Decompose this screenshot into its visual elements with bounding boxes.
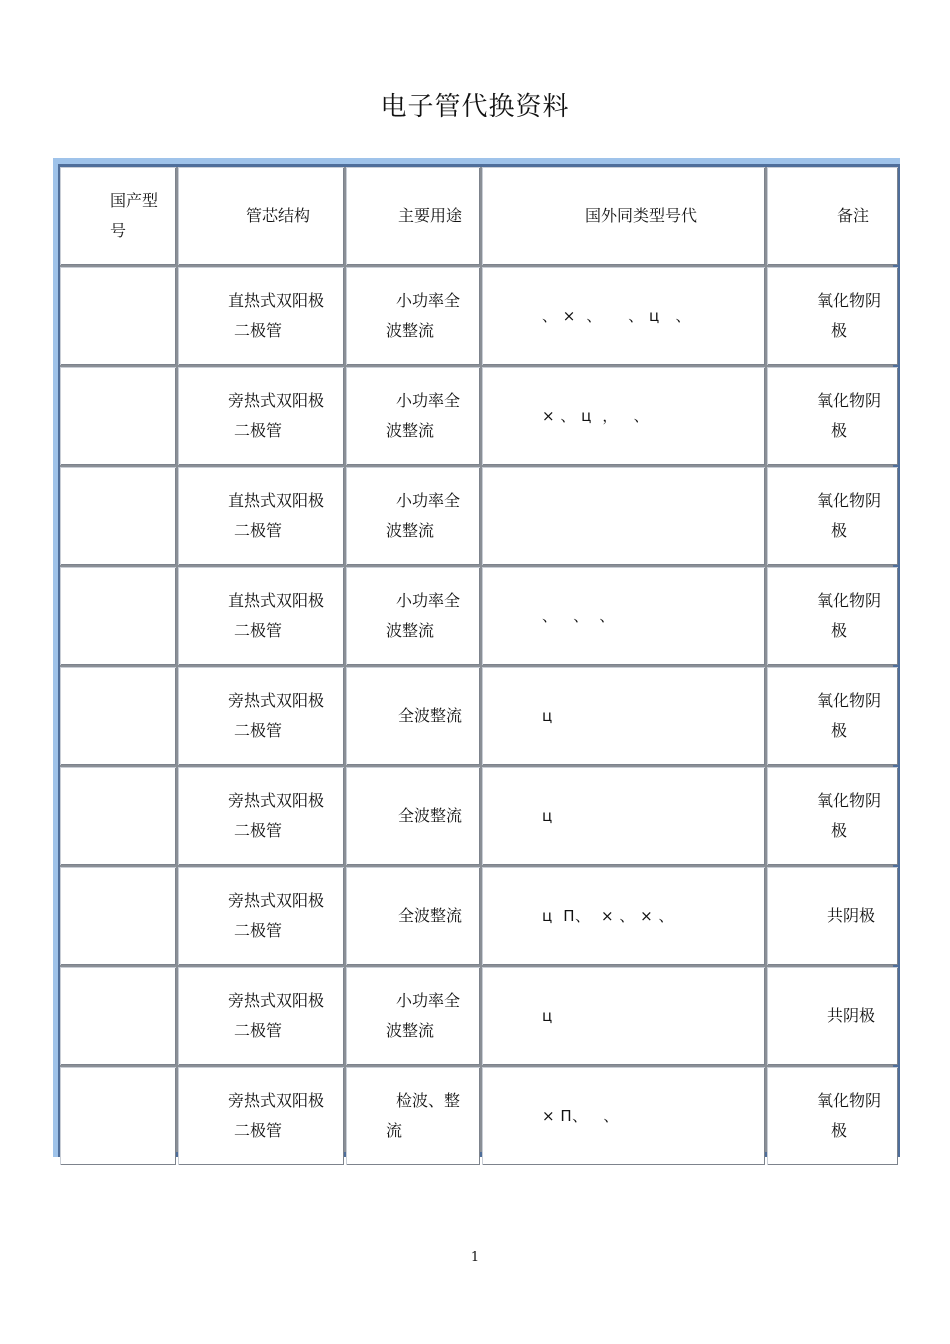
use-line: 波整流 [386,1021,435,1040]
row-4-use [346,667,480,765]
use-line: 全波整流 [398,906,463,925]
row-4-structure [178,667,344,765]
note-line: 共阴极 [827,1006,876,1025]
note-line: 氧化物阴 [817,391,882,410]
structure-line: 二极管 [234,421,283,440]
row-3-model [60,567,176,665]
header-model-line2: 号 [110,221,127,240]
row-0-foreign [482,267,765,365]
structure-line: 二极管 [234,521,283,540]
note-line: 极 [831,321,848,340]
row-5-model [60,767,176,865]
row-4-model [60,667,176,765]
row-5-use [346,767,480,865]
use-line: 流 [386,1121,403,1140]
row-7-structure [178,967,344,1065]
row-8-foreign [482,1067,765,1165]
structure-line: 二极管 [234,321,283,340]
header-model-line1: 国产型 [110,191,159,210]
row-3-structure [178,567,344,665]
foreign-equivalents: ц [542,707,553,725]
note-line: 氧化物阴 [817,591,882,610]
use-line: 波整流 [386,421,435,440]
note-line: 共阴极 [827,906,876,925]
row-0-model [60,267,176,365]
header-model [60,167,176,265]
structure-line: 直热式双阳极 [228,591,325,610]
row-4-foreign [482,667,765,765]
note-line: 氧化物阴 [817,791,882,810]
note-line: 氧化物阴 [817,691,882,710]
note-line: 氧化物阴 [817,491,882,510]
row-4-note [767,667,898,765]
structure-line: 旁热式双阳极 [228,991,325,1010]
note-line: 极 [831,721,848,740]
structure-line: 二极管 [234,1021,283,1040]
header-foreign-label: 国外同类型号代 [585,206,698,225]
row-7-use [346,967,480,1065]
row-6-foreign [482,867,765,965]
use-line: 小功率全 [396,591,461,610]
header-use [346,167,480,265]
use-line: 波整流 [386,621,435,640]
row-6-use [346,867,480,965]
structure-line: 旁热式双阳极 [228,1091,325,1110]
use-line: 全波整流 [398,706,463,725]
row-6-model [60,867,176,965]
note-line: 极 [831,421,848,440]
use-line: 小功率全 [396,491,461,510]
row-7-foreign [482,967,765,1065]
header-note [767,167,898,265]
use-line: 小功率全 [396,391,461,410]
note-line: 极 [831,621,848,640]
tube-substitution-table [53,158,900,1157]
foreign-equivalents: 、 × 、 、 ц 、 [542,307,691,325]
row-1-use [346,367,480,465]
structure-line: 二极管 [234,921,283,940]
header-note-label: 备注 [837,206,870,225]
foreign-equivalents: ц [542,1007,553,1025]
row-2-foreign [482,467,765,565]
use-line: 全波整流 [398,806,463,825]
row-3-note [767,567,898,665]
row-6-structure [178,867,344,965]
row-1-structure [178,367,344,465]
row-2-structure [178,467,344,565]
row-2-note [767,467,898,565]
use-line: 小功率全 [396,291,461,310]
foreign-equivalents: ц [542,807,553,825]
row-0-note [767,267,898,365]
structure-line: 二极管 [234,721,283,740]
note-line: 极 [831,1121,848,1140]
foreign-equivalents: ц П、 × 、 × 、 [542,907,675,925]
row-5-foreign [482,767,765,865]
use-line: 波整流 [386,321,435,340]
structure-line: 二极管 [234,821,283,840]
header-structure [178,167,344,265]
structure-line: 旁热式双阳极 [228,391,325,410]
table-grid [60,167,893,1152]
row-3-foreign [482,567,765,665]
note-line: 极 [831,821,848,840]
header-structure-label: 管芯结构 [246,206,311,225]
row-3-use [346,567,480,665]
structure-line: 旁热式双阳极 [228,891,325,910]
row-7-note [767,967,898,1065]
header-foreign [482,167,765,265]
row-8-model [60,1067,176,1165]
row-8-structure [178,1067,344,1165]
page-number: 1 [470,1250,480,1265]
row-2-use [346,467,480,565]
row-1-model [60,367,176,465]
row-1-foreign [482,367,765,465]
structure-line: 直热式双阳极 [228,291,325,310]
row-7-model [60,967,176,1065]
structure-line: 旁热式双阳极 [228,791,325,810]
row-1-note [767,367,898,465]
row-0-structure [178,267,344,365]
page-title: 电子管代换资料 [380,92,570,122]
foreign-equivalents: 、 、 、 [542,607,615,625]
structure-line: 二极管 [234,1121,283,1140]
use-line: 波整流 [386,521,435,540]
row-5-note [767,767,898,865]
row-0-use [346,267,480,365]
structure-line: 二极管 [234,621,283,640]
note-line: 氧化物阴 [817,291,882,310]
note-line: 氧化物阴 [817,1091,882,1110]
use-line: 检波、整 [396,1091,461,1110]
row-8-use [346,1067,480,1165]
row-8-note [767,1067,898,1165]
note-line: 极 [831,521,848,540]
row-6-note [767,867,898,965]
row-2-model [60,467,176,565]
use-line: 小功率全 [396,991,461,1010]
structure-line: 直热式双阳极 [228,491,325,510]
row-5-structure [178,767,344,865]
foreign-equivalents: × 、 ц ， 、 [542,407,650,425]
header-use-label: 主要用途 [398,206,463,225]
structure-line: 旁热式双阳极 [228,691,325,710]
foreign-equivalents: × П、 、 [542,1107,619,1125]
